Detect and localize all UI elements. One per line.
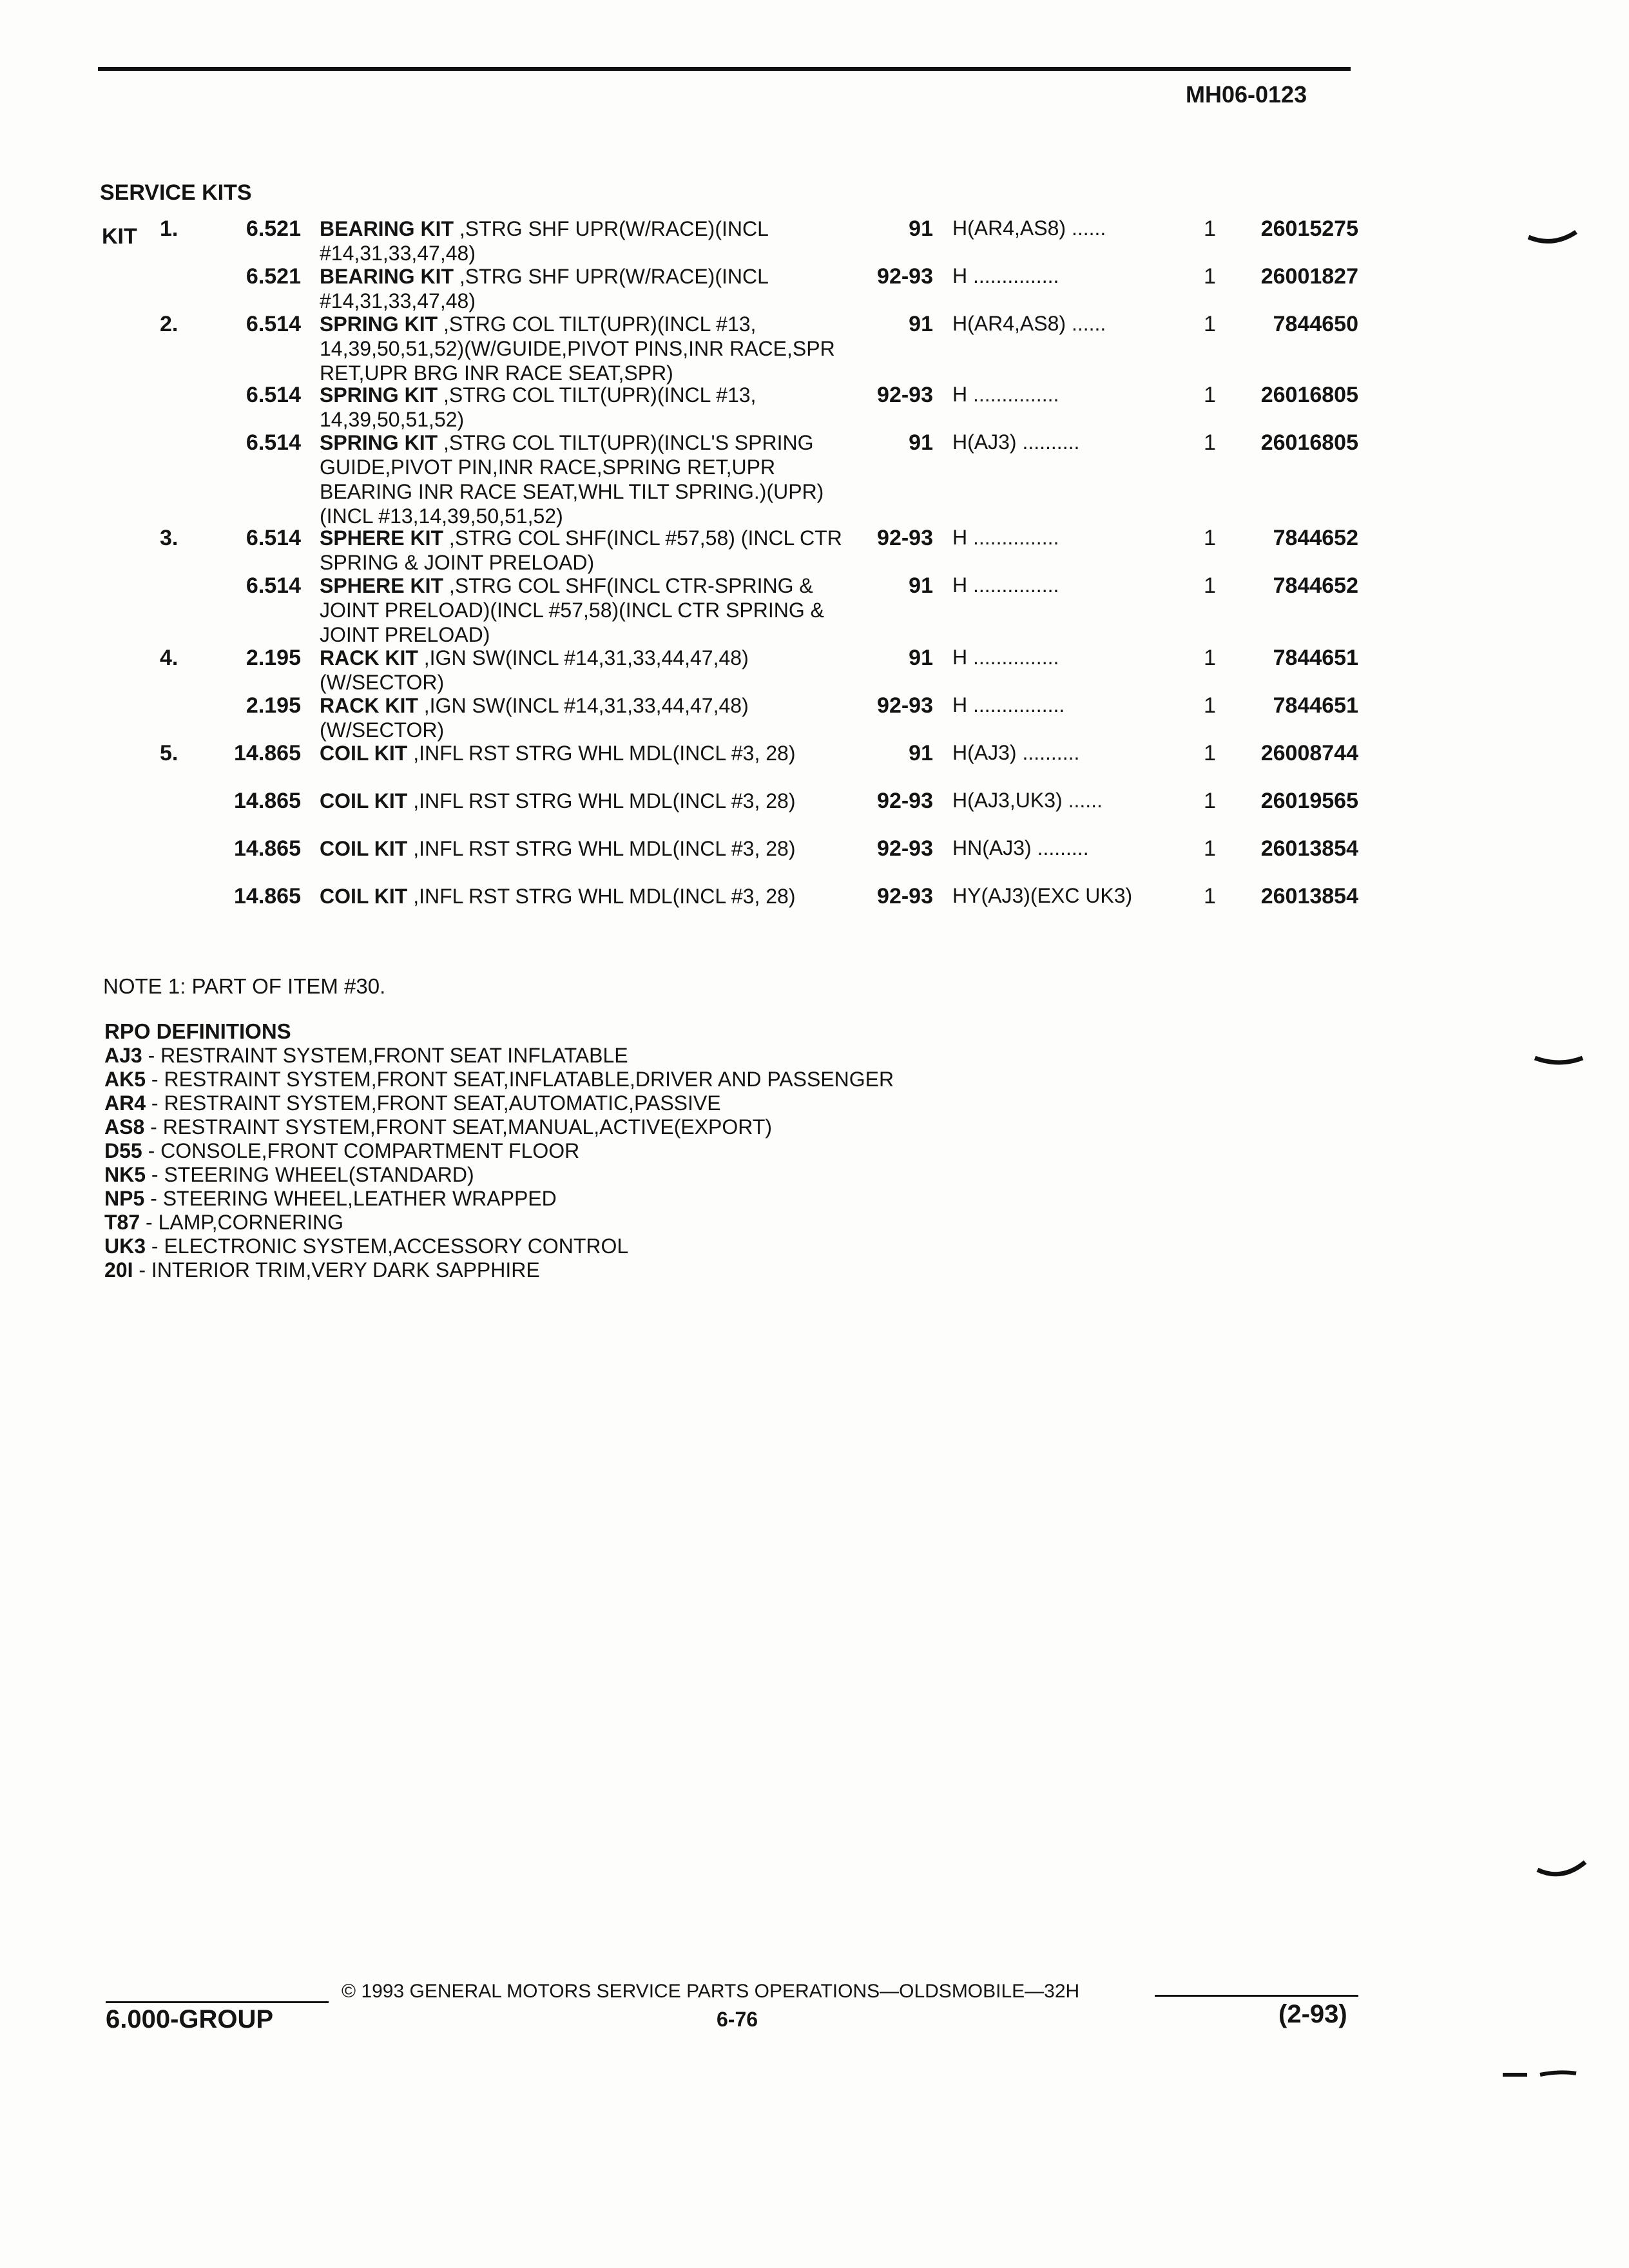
rpo-code: NK5 bbox=[104, 1163, 146, 1186]
part-detail: ,INFL RST STRG WHL MDL(INCL #3, 28) bbox=[407, 885, 796, 908]
footer-rule-left bbox=[106, 2001, 329, 2003]
section-title: SERVICE KITS bbox=[100, 180, 252, 205]
model-year: 91 bbox=[909, 646, 933, 670]
group-number: 6.514 bbox=[246, 430, 301, 455]
part-title: SPHERE KIT bbox=[320, 526, 444, 550]
group-number: 6.514 bbox=[246, 526, 301, 550]
header-rule bbox=[98, 67, 1351, 71]
part-title: COIL KIT bbox=[320, 789, 408, 812]
quantity: 1 bbox=[1204, 430, 1216, 455]
group-number: 2.195 bbox=[246, 693, 301, 718]
group-number: 14.865 bbox=[234, 884, 301, 908]
part-detail: ,IGN SW(INCL #14,31,33,44,47,48) (W/SECTOR) bbox=[320, 694, 749, 742]
part-detail: ,STRG SHF UPR(W/RACE)(INCL #14,31,33,47,48) bbox=[320, 265, 768, 312]
part-title: SPRING KIT bbox=[320, 312, 438, 336]
part-detail: ,STRG COL TILT(UPR)(INCL #13, 14,39,50,51,52)(W/GUIDE,PIVOT PINS,INR RACE,SPR RET,UPR BRG INR RACE SEAT,SPR) bbox=[320, 312, 835, 385]
part-title: COIL KIT bbox=[320, 885, 408, 908]
model-year: 92-93 bbox=[877, 836, 933, 861]
part-detail: ,STRG COL TILT(UPR)(INCL'S SPRING GUIDE,PIVOT PIN,INR RACE,SPRING RET,UPR BEARING INR RACE SEAT,WHL TILT SPRING.)(UPR)(INCL #13,14,39,50,51,52) bbox=[320, 431, 824, 528]
kit-number: 1. bbox=[160, 216, 178, 241]
model-year: 92-93 bbox=[877, 789, 933, 813]
quantity: 1 bbox=[1204, 573, 1216, 598]
application: H(AJ3) .......... bbox=[952, 430, 1080, 454]
rpo-text: - ELECTRONIC SYSTEM,ACCESSORY CONTROL bbox=[146, 1235, 629, 1258]
scan-mark bbox=[1536, 1856, 1588, 1888]
application: H(AJ3) .......... bbox=[952, 741, 1080, 764]
part-description bbox=[320, 312, 867, 385]
quantity: 1 bbox=[1204, 836, 1216, 861]
application: H ................ bbox=[952, 693, 1065, 716]
kit-number: 2. bbox=[160, 312, 178, 336]
rpo-item bbox=[104, 1211, 343, 1235]
quantity: 1 bbox=[1204, 789, 1216, 813]
group-number: 6.514 bbox=[246, 573, 301, 598]
rpo-text: - LAMP,CORNERING bbox=[140, 1211, 344, 1234]
part-detail: ,STRG COL SHF(INCL #57,58) (INCL CTR SPRING & JOINT PRELOAD) bbox=[320, 526, 842, 574]
rpo-text: - STEERING WHEEL,LEATHER WRAPPED bbox=[144, 1187, 557, 1210]
quantity: 1 bbox=[1204, 884, 1216, 908]
scan-mark bbox=[1501, 2064, 1579, 2084]
footer-rule-right bbox=[1155, 1995, 1358, 1997]
part-number: 7844652 bbox=[1273, 573, 1358, 598]
application: HN(AJ3) ......... bbox=[952, 836, 1089, 860]
part-detail: ,INFL RST STRG WHL MDL(INCL #3, 28) bbox=[407, 789, 796, 812]
part-number: 26015275 bbox=[1260, 216, 1358, 241]
rpo-text: - RESTRAINT SYSTEM,FRONT SEAT,MANUAL,ACTIVE(EXPORT) bbox=[144, 1115, 773, 1139]
quantity: 1 bbox=[1204, 312, 1216, 336]
part-number: 7844652 bbox=[1273, 526, 1358, 550]
note: NOTE 1: PART OF ITEM #30. bbox=[103, 974, 386, 998]
rpo-code: D55 bbox=[104, 1139, 142, 1162]
part-description bbox=[320, 884, 867, 908]
doc-code: MH06-0123 bbox=[1186, 81, 1307, 108]
application: H ............... bbox=[952, 646, 1059, 669]
rpo-item bbox=[104, 1235, 628, 1258]
model-year: 92-93 bbox=[877, 884, 933, 908]
part-number: 7844650 bbox=[1273, 312, 1358, 336]
application: H ............... bbox=[952, 264, 1059, 287]
model-year: 91 bbox=[909, 430, 933, 455]
group-number: 14.865 bbox=[234, 789, 301, 813]
part-title: SPRING KIT bbox=[320, 383, 438, 407]
kit-number: 3. bbox=[160, 526, 178, 550]
rpo-item bbox=[104, 1115, 772, 1139]
group-label: 6.000-GROUP bbox=[106, 2005, 274, 2033]
rpo-code: AJ3 bbox=[104, 1044, 142, 1067]
rpo-code: 20I bbox=[104, 1258, 133, 1282]
part-detail: ,STRG COL SHF(INCL CTR-SPRING & JOINT PRELOAD)(INCL #57,58)(INCL CTR SPRING & JOINT PRELOAD) bbox=[320, 574, 824, 646]
part-description bbox=[320, 264, 867, 313]
rpo-text: - RESTRAINT SYSTEM,FRONT SEAT,AUTOMATIC,PASSIVE bbox=[146, 1091, 721, 1115]
rpo-code: AS8 bbox=[104, 1115, 145, 1139]
application: H(AR4,AS8) ...... bbox=[952, 216, 1106, 240]
part-number: 26013854 bbox=[1260, 884, 1358, 908]
part-description bbox=[320, 430, 867, 528]
kit-number: 5. bbox=[160, 741, 178, 765]
part-description bbox=[320, 573, 867, 647]
part-description bbox=[320, 693, 867, 742]
part-title: BEARING KIT bbox=[320, 217, 454, 240]
part-number: 26001827 bbox=[1260, 264, 1358, 289]
rpo-item bbox=[104, 1139, 579, 1163]
page-number: 6-76 bbox=[717, 2008, 758, 2031]
rpo-item bbox=[104, 1258, 540, 1282]
scan-mark bbox=[1527, 226, 1579, 251]
quantity: 1 bbox=[1204, 216, 1216, 241]
application: H ............... bbox=[952, 383, 1059, 406]
model-year: 92-93 bbox=[877, 693, 933, 718]
kit-number: 4. bbox=[160, 646, 178, 670]
quantity: 1 bbox=[1204, 646, 1216, 670]
part-detail: ,STRG COL TILT(UPR)(INCL #13, 14,39,50,51,52) bbox=[320, 383, 757, 431]
part-title: BEARING KIT bbox=[320, 265, 454, 288]
rpo-code: NP5 bbox=[104, 1187, 145, 1210]
part-description bbox=[320, 526, 867, 575]
quantity: 1 bbox=[1204, 264, 1216, 289]
part-number: 26016805 bbox=[1260, 383, 1358, 407]
group-number: 6.521 bbox=[246, 264, 301, 289]
quantity: 1 bbox=[1204, 526, 1216, 550]
application: H ............... bbox=[952, 573, 1059, 597]
part-title: SPHERE KIT bbox=[320, 574, 444, 597]
rpo-text: - STEERING WHEEL(STANDARD) bbox=[146, 1163, 474, 1186]
application: H(AR4,AS8) ...... bbox=[952, 312, 1106, 335]
part-number: 26008744 bbox=[1260, 741, 1358, 765]
rpo-code: AR4 bbox=[104, 1091, 146, 1115]
part-number: 7844651 bbox=[1273, 693, 1358, 718]
date-code: (2-93) bbox=[1278, 2000, 1347, 2028]
model-year: 92-93 bbox=[877, 383, 933, 407]
rpo-item bbox=[104, 1044, 628, 1068]
model-year: 92-93 bbox=[877, 526, 933, 550]
rpo-item bbox=[104, 1091, 721, 1115]
part-description bbox=[320, 216, 867, 265]
group-number: 6.514 bbox=[246, 383, 301, 407]
part-title: RACK KIT bbox=[320, 694, 418, 717]
part-number: 7844651 bbox=[1273, 646, 1358, 670]
part-description bbox=[320, 789, 867, 813]
part-title: SPRING KIT bbox=[320, 431, 438, 454]
group-number: 14.865 bbox=[234, 836, 301, 861]
rpo-title: RPO DEFINITIONS bbox=[104, 1019, 291, 1043]
quantity: 1 bbox=[1204, 741, 1216, 765]
part-detail: ,STRG SHF UPR(W/RACE)(INCL #14,31,33,47,48) bbox=[320, 217, 768, 265]
scan-mark bbox=[1534, 1049, 1585, 1075]
part-description bbox=[320, 646, 867, 695]
part-description bbox=[320, 383, 867, 432]
part-detail: ,INFL RST STRG WHL MDL(INCL #3, 28) bbox=[407, 742, 796, 765]
quantity: 1 bbox=[1204, 383, 1216, 407]
rpo-text: - RESTRAINT SYSTEM,FRONT SEAT,INFLATABLE,DRIVER AND PASSENGER bbox=[146, 1068, 894, 1091]
model-year: 91 bbox=[909, 216, 933, 241]
part-description bbox=[320, 741, 867, 765]
application: H ............... bbox=[952, 526, 1059, 549]
group-number: 6.514 bbox=[246, 312, 301, 336]
rpo-code: T87 bbox=[104, 1211, 140, 1234]
model-year: 91 bbox=[909, 573, 933, 598]
model-year: 91 bbox=[909, 741, 933, 765]
rpo-code: UK3 bbox=[104, 1235, 146, 1258]
rpo-text: - RESTRAINT SYSTEM,FRONT SEAT INFLATABLE bbox=[142, 1044, 628, 1067]
rpo-item bbox=[104, 1068, 894, 1091]
group-number: 6.521 bbox=[246, 216, 301, 241]
model-year: 92-93 bbox=[877, 264, 933, 289]
model-year: 91 bbox=[909, 312, 933, 336]
part-title: COIL KIT bbox=[320, 837, 408, 860]
group-number: 14.865 bbox=[234, 741, 301, 765]
rpo-text: - CONSOLE,FRONT COMPARTMENT FLOOR bbox=[142, 1139, 580, 1162]
rpo-text: - INTERIOR TRIM,VERY DARK SAPPHIRE bbox=[133, 1258, 540, 1282]
part-description bbox=[320, 836, 867, 861]
part-detail: ,IGN SW(INCL #14,31,33,44,47,48) (W/SECTOR) bbox=[320, 646, 749, 694]
quantity: 1 bbox=[1204, 693, 1216, 718]
part-number: 26016805 bbox=[1260, 430, 1358, 455]
part-number: 26019565 bbox=[1260, 789, 1358, 813]
rpo-item bbox=[104, 1163, 474, 1187]
part-number: 26013854 bbox=[1260, 836, 1358, 861]
application: H(AJ3,UK3) ...... bbox=[952, 789, 1103, 812]
rpo-code: AK5 bbox=[104, 1068, 146, 1091]
part-title: RACK KIT bbox=[320, 646, 418, 669]
application: HY(AJ3)(EXC UK3) bbox=[952, 884, 1133, 907]
part-detail: ,INFL RST STRG WHL MDL(INCL #3, 28) bbox=[407, 837, 796, 860]
copyright: © 1993 GENERAL MOTORS SERVICE PARTS OPERATIONS—OLDSMOBILE—32H bbox=[342, 1981, 1080, 2002]
rpo-item bbox=[104, 1187, 557, 1211]
part-title: COIL KIT bbox=[320, 742, 408, 765]
kit-label: KIT bbox=[102, 224, 137, 249]
group-number: 2.195 bbox=[246, 646, 301, 670]
